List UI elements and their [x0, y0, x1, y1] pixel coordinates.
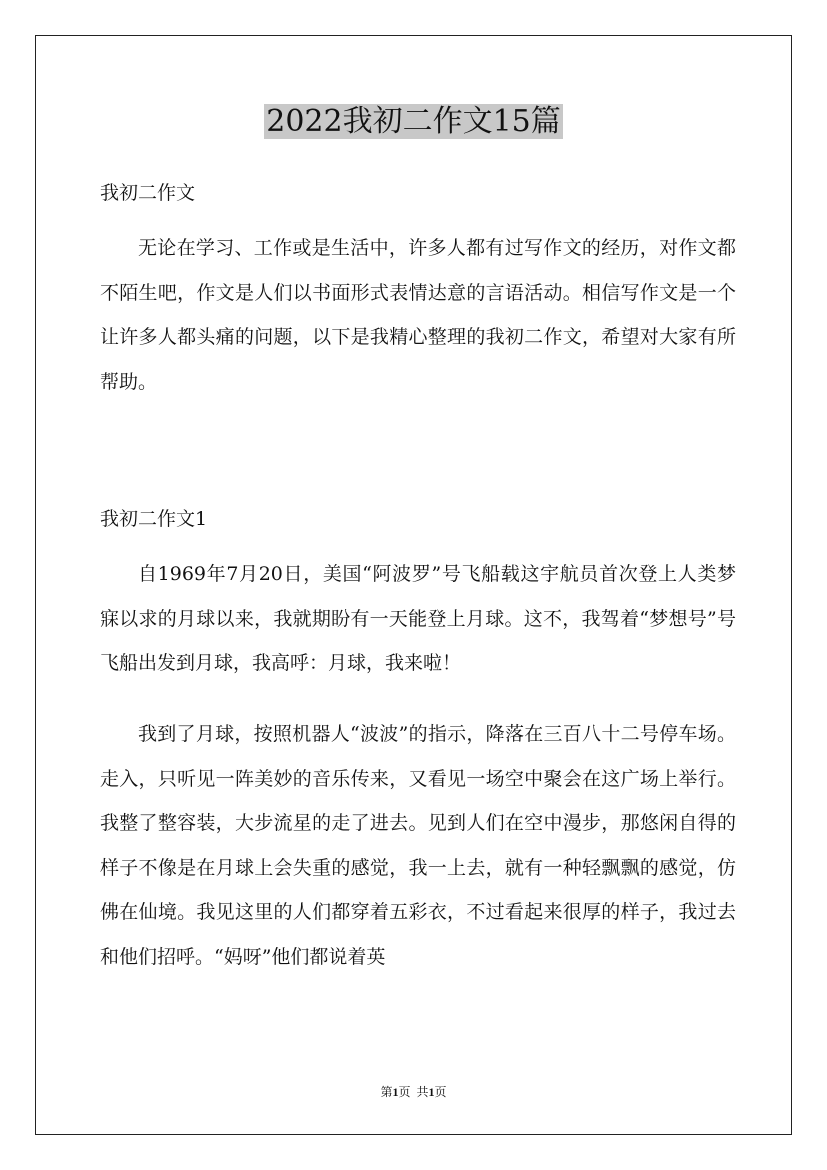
- footer-total-pages: 1: [428, 1085, 435, 1099]
- document-title: [0, 102, 827, 142]
- intro-paragraph: 无论在学习、工作或是生活中，许多人都有过写作文的经历，对作文都不陌生吧，作文是人们以书面形式表情达意的言语活动。相信写作文是一个让许多人都头痛的问题，以下是我精心整理的我初二作文，希望对大家有所帮助。: [100, 237, 736, 393]
- essay-heading: 我初二作文1: [100, 508, 208, 530]
- essay-paragraph-2: 我到了月球，按照机器人“波波”的指示，降落在三百八十二号停车场。走入，只听见一阵美妙的音乐传来，又看见一场空中聚会在这广场上举行。我整了整容装，大步流星的走了进去。见到人们在空中漫步，那悠闲自得的样子不像是在月球上会失重的感觉，我一上去，就有一种轻飘飘的感觉，仿佛在仙境。我见这里的人们都穿着五彩衣，不过看起来很厚的样子，我过去和他们招呼。“妈呀”他们都说着英: [100, 723, 736, 968]
- page-footer: [0, 1084, 827, 1100]
- section-heading: 我初二作文: [100, 182, 196, 204]
- essay-paragraph-1: 自1969年7月20日，美国“阿波罗”号飞船载这宇航员首次登上人类梦寐以求的月球以来，我就期盼有一天能登上月球。这不，我驾着“梦想号”号飞船出发到月球，我高呼：月球，我来啦！: [100, 563, 736, 675]
- footer-mid: 页 共: [398, 1085, 429, 1099]
- footer-suffix: 页: [434, 1085, 447, 1099]
- document-title-text: 2022我初二作文15篇: [266, 104, 561, 139]
- footer-page-number: 1: [392, 1085, 399, 1099]
- footer-prefix: 第: [380, 1085, 393, 1099]
